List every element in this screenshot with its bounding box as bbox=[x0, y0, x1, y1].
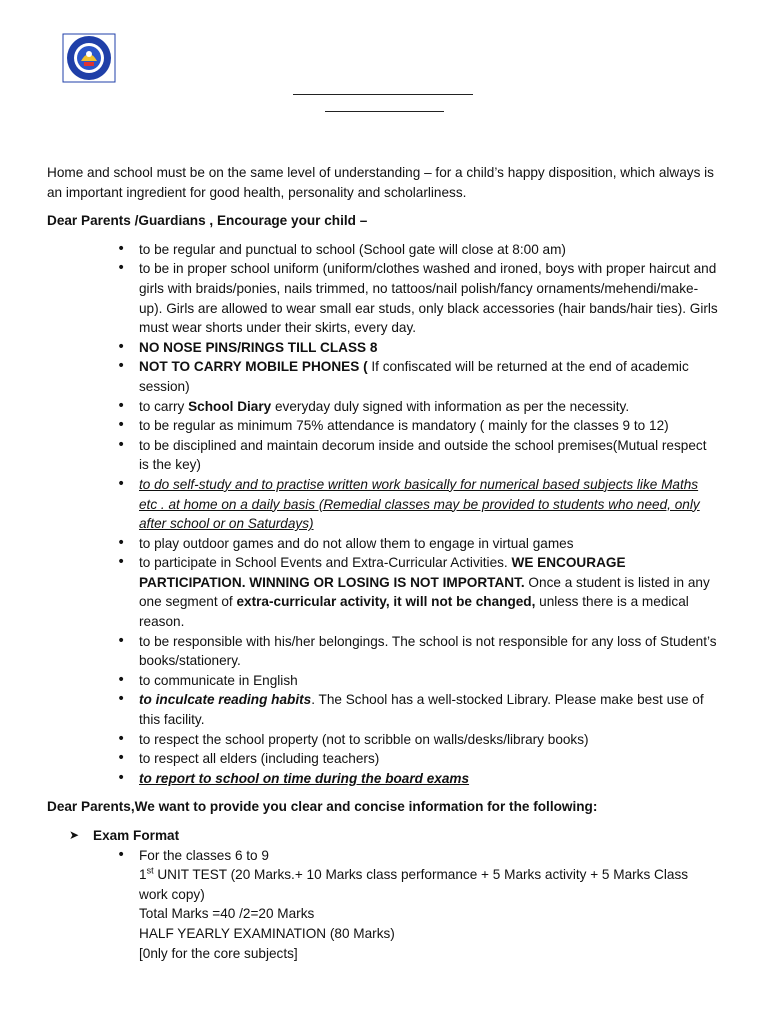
school-logo bbox=[62, 33, 116, 83]
half-yearly-line: HALF YEARLY EXAMINATION (80 Marks) bbox=[139, 925, 395, 941]
list-item: • to respect all elders (including teachers) bbox=[47, 749, 719, 769]
list-item: • NOT TO CARRY MOBILE PHONES ( If confiscated will be returned at the end of academic session) bbox=[47, 357, 719, 396]
list-item: • to play outdoor games and do not allow them to engage in virtual games bbox=[47, 534, 719, 554]
title-underline bbox=[293, 94, 473, 95]
core-subjects-line: [0nly for the core subjects] bbox=[139, 945, 298, 961]
unit-test-line: 1st UNIT TEST (20 Marks.+ 10 Marks class performance + 5 Marks activity + 5 Marks Class work copy) bbox=[139, 865, 689, 902]
arrow-bullet-icon: ➤ bbox=[69, 828, 80, 842]
list-item: • to communicate in English bbox=[47, 671, 719, 691]
list-item: • to carry School Diary everyday duly signed with information as per the necessity. bbox=[47, 397, 719, 417]
guidelines-list bbox=[47, 240, 719, 789]
subtitle-underline bbox=[325, 111, 444, 112]
list-item: • to be disciplined and maintain decorum inside and outside the school premises(Mutual respect is the key) bbox=[47, 436, 719, 475]
list-item: • to be regular as minimum 75% attendance is mandatory ( mainly for the classes 9 to 12) bbox=[47, 416, 719, 436]
list-item: • to be in proper school uniform (uniform/clothes washed and ironed, boys with proper haircut and girls with braids/ponies, nails trimmed, no tattoos/nail polish/fancy ornaments/mehendi/make-up). Girls are allowed to wear small ear studs, only black accessories (hair bands/hair ties). Girls must wear shorts under their skirts, every day. bbox=[47, 259, 719, 337]
list-item: • to report to school on time during the board exams bbox=[47, 769, 719, 789]
list-item: • to respect the school property (not to scribble on walls/desks/library books) bbox=[47, 730, 719, 750]
document-body bbox=[47, 163, 719, 963]
list-item: • to do self-study and to practise written work basically for numerical based subjects like Maths etc . at home on a daily basis (Remedial classes may be provided to students who need, only after school or on Saturdays) bbox=[47, 475, 719, 534]
info-heading: Dear Parents,We want to provide you clear and concise information for the following: bbox=[47, 799, 598, 815]
exam-format-list bbox=[47, 846, 719, 866]
list-item: • to be regular and punctual to school (School gate will close at 8:00 am) bbox=[47, 240, 719, 260]
school-crest-icon bbox=[62, 33, 116, 83]
encourage-heading: Dear Parents /Guardians , Encourage your child – bbox=[47, 213, 368, 229]
list-item: • to be responsible with his/her belongings. The school is not responsible for any loss of Student’s books/stationery. bbox=[47, 632, 719, 671]
list-item: • to participate in School Events and Extra-Curricular Activities. WE ENCOURAGE PARTICIPATION. WINNING OR LOSING IS NOT IMPORTANT. Once a student is listed in any one segment of extra-curricular activity, it will not be changed, unless there is a medical reason. bbox=[47, 553, 719, 631]
exam-format-title: Exam Format bbox=[93, 828, 180, 843]
list-item: • NO NOSE PINS/RINGS TILL CLASS 8 bbox=[47, 338, 719, 358]
total-marks-line: Total Marks =40 /2=20 Marks bbox=[139, 906, 315, 922]
intro-paragraph: Home and school must be on the same level of understanding – for a child’s happy disposition, which always is an important ingredient for good health, personality and scholarliness. bbox=[47, 165, 714, 200]
exam-format-section bbox=[47, 826, 719, 846]
list-item: • to inculcate reading habits. The School has a well-stocked Library. Please make best use of this facility. bbox=[47, 690, 719, 729]
list-item: • For the classes 6 to 9 bbox=[47, 846, 719, 866]
